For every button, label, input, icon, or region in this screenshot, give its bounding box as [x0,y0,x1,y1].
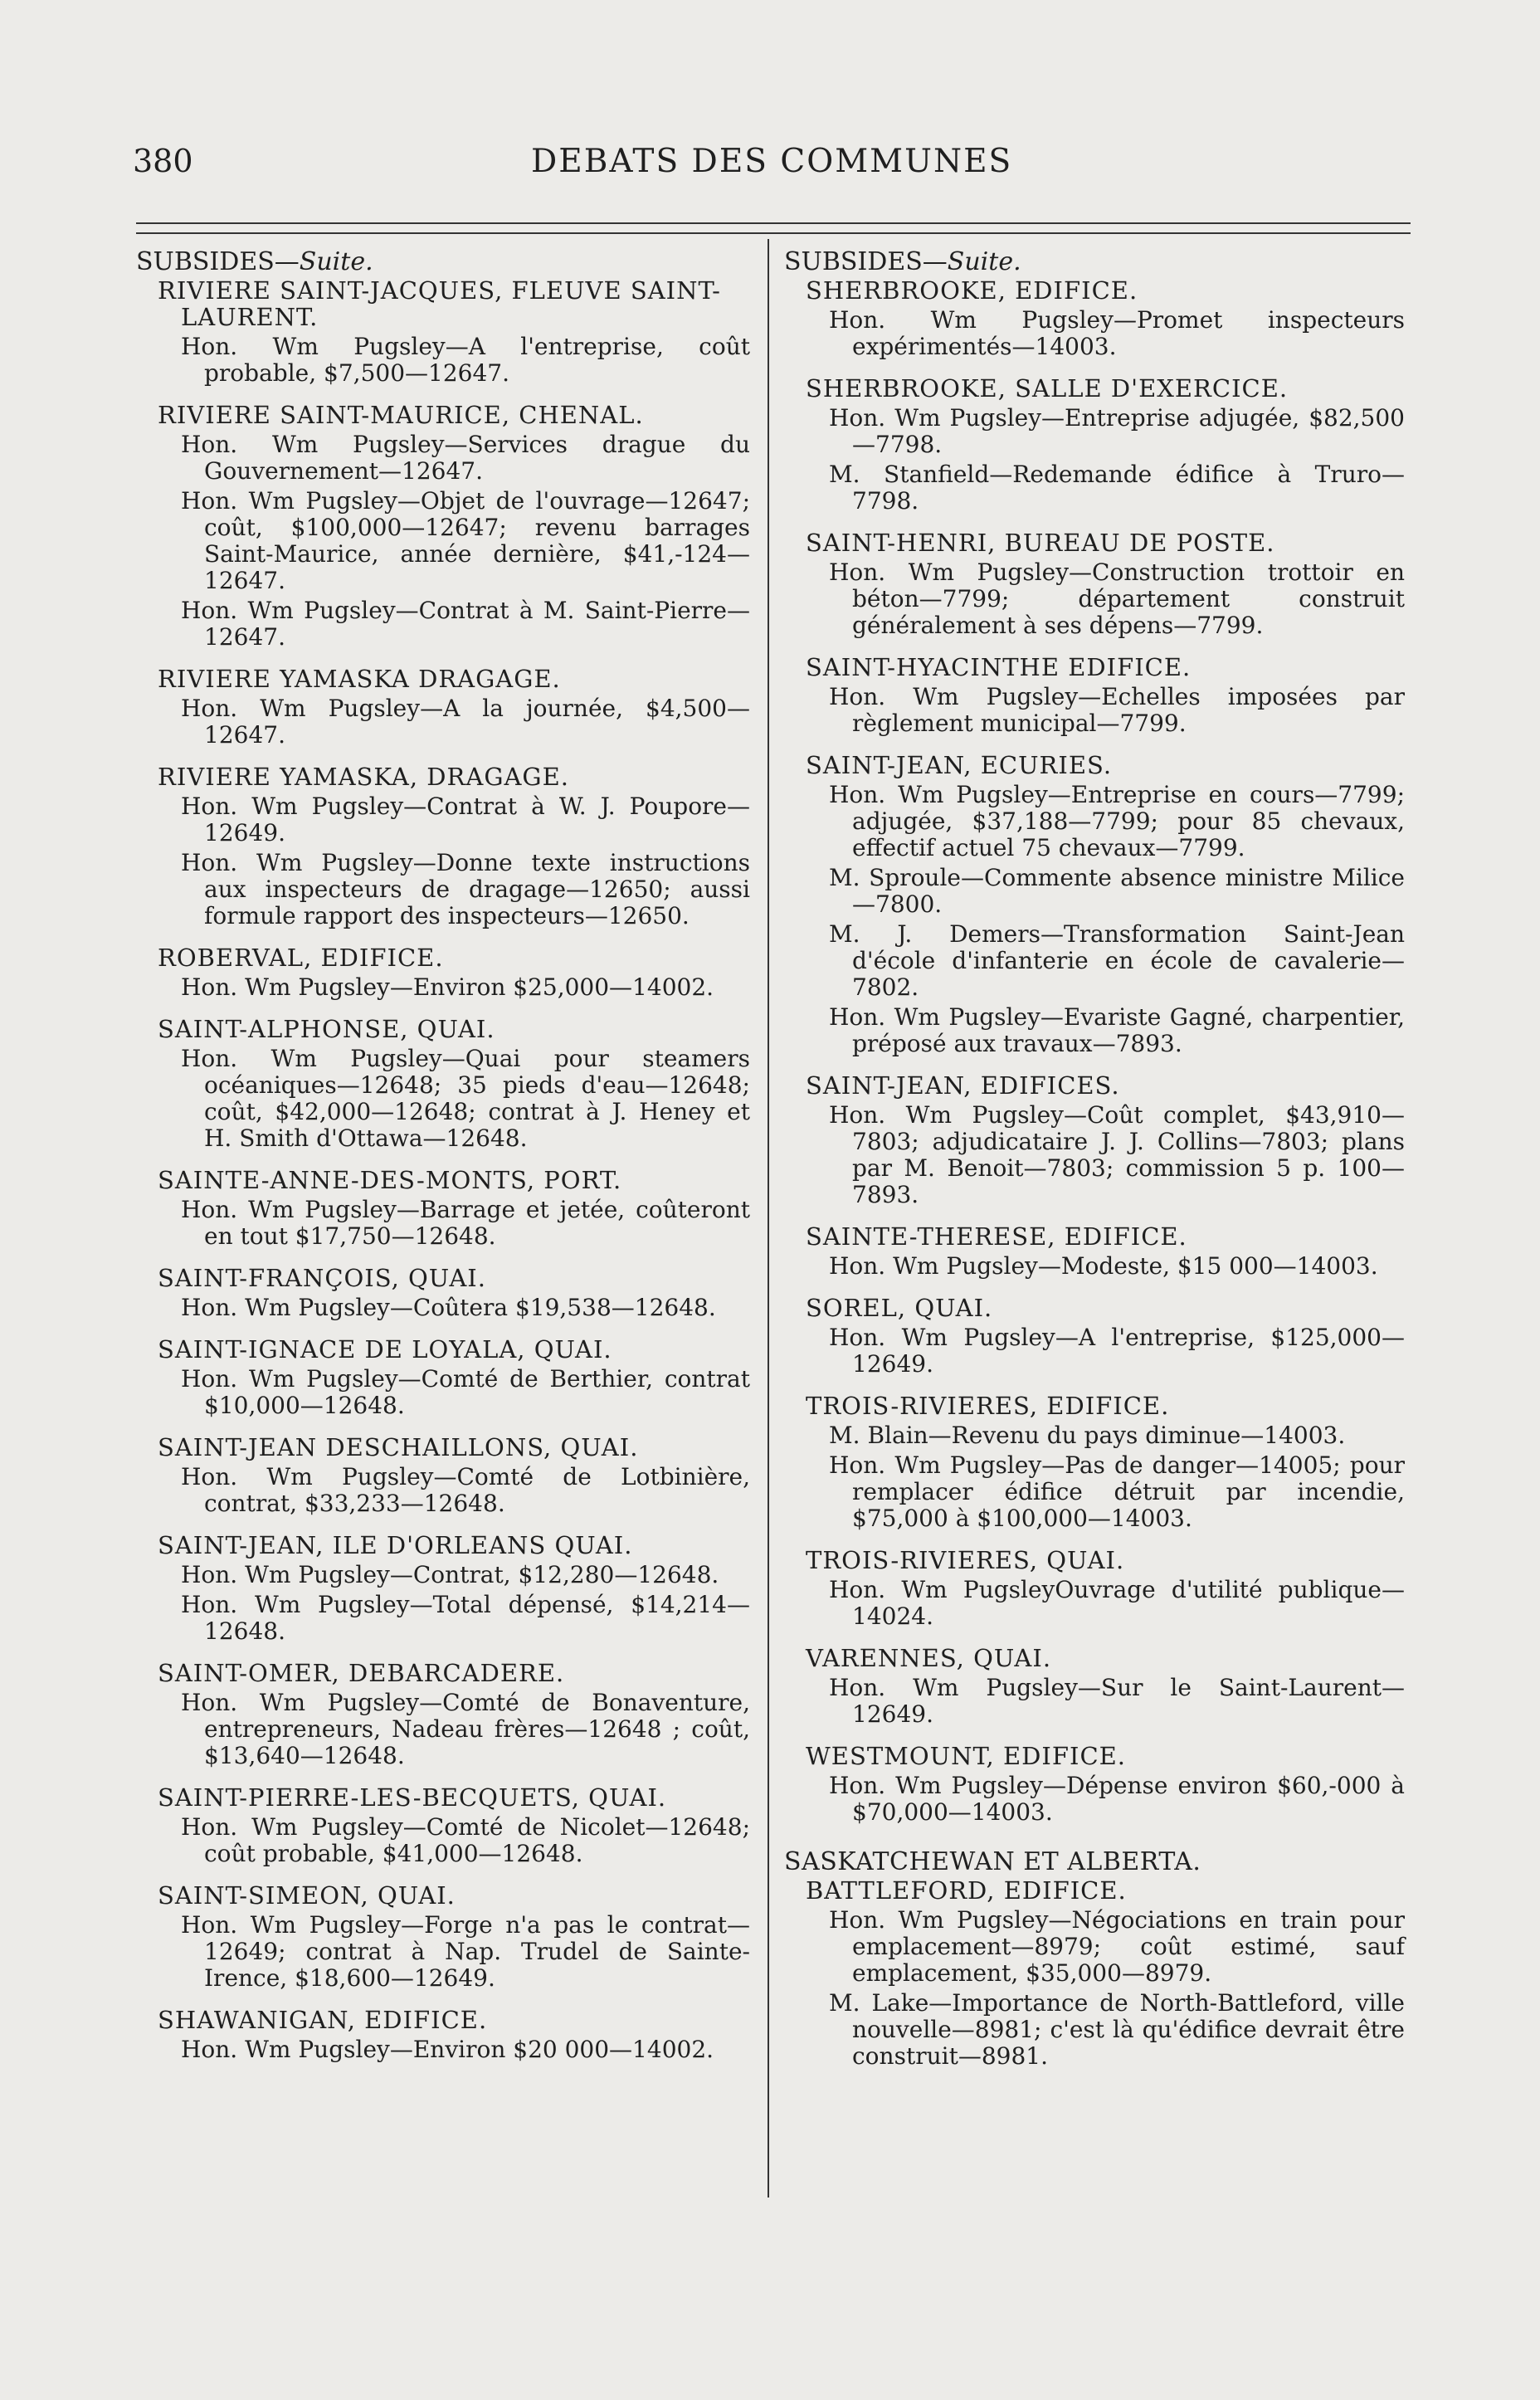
entry-line: Hon. Wm Pugsley—Dépense environ $60,-000 à $70,000—14003. [829,1772,1405,1826]
entry-title: SAINT-ALPHONSE, QUAI. [158,1015,495,1043]
entry-title: SHERBROOKE, EDIFICE. [806,276,1138,305]
entry-line: Hon. Wm Pugsley—Entreprise en cours—7799; adjugée, $37,188—7799; pour 85 chevaux, effectif actuel 75 chevaux—7799. [829,781,1405,861]
page-header [0,143,1540,193]
entry-line: Hon. Wm Pugsley—Evariste Gagné, charpentier, préposé aux travaux—7893. [829,1003,1405,1057]
entry-title: SAINT-HENRI, BUREAU DE POSTE. [806,529,1275,557]
index-entry [784,752,1405,1057]
index-entry [136,1434,750,1517]
entry-title: SAINT-JEAN, EDIFICES. [806,1071,1120,1100]
entry-title: SHERBROOKE, SALLE D'EXERCICE. [806,374,1289,402]
entry-line: M. Stanfield—Redemande édifice à Truro—7798. [829,461,1405,515]
page-number: 380 [133,143,193,179]
entry-title: TROIS-RIVIERES, EDIFICE. [806,1392,1170,1420]
entry-line: Hon. Wm Pugsley—Sur le Saint-Laurent—12649. [829,1674,1405,1728]
entry-line: Hon. Wm Pugsley—Construction trottoir en béton—7799; département construit généralement à ses dépens—7799. [829,559,1405,639]
entry-line: Hon. Wm Pugsley—Quai pour steamers océaniques—12648; 35 pieds d'eau—12648; coût, $42,000—12648; contrat à J. Heney et H. Smith d'Ottawa—12648. [181,1045,750,1152]
index-entry [136,1265,750,1321]
entry-line: Hon. Wm Pugsley—Comté de Nicolet—12648; coût probable, $41,000—12648. [181,1813,750,1867]
entry-title: BATTLEFORD, EDIFICE. [806,1876,1127,1905]
index-entry [136,1016,750,1152]
entry-title: SAINTE-ANNE-DES-MONTS, PORT. [158,1166,622,1194]
entry-line: Hon. Wm Pugsley—Modeste, $15 000—14003. [829,1252,1378,1280]
right-column [784,249,1405,2085]
entry-line: Hon. Wm Pugsley—Comté de Lotbinière, contrat, $33,233—12648. [181,1463,750,1517]
index-entry [136,1882,750,1992]
entry-line: Hon. Wm Pugsley—A l'entreprise, coût probable, $7,500—12647. [181,333,750,387]
index-entry [136,1660,750,1769]
suite-heading: SUBSIDES—Suite. [136,247,373,276]
entry-title: WESTMOUNT, EDIFICE. [806,1742,1127,1770]
entry-line: Hon. Wm Pugsley—Echelles imposées par règlement municipal—7799. [829,683,1405,737]
index-entry [784,1547,1405,1630]
entry-title: VARENNES, QUAI. [806,1644,1052,1672]
entry-line: Hon. Wm Pugsley—Barrage et jetée, coûteront en tout $17,750—12648. [181,1196,750,1250]
left-column [136,249,750,2078]
entry-title: SAINT-HYACINTHE EDIFICE. [806,653,1192,681]
index-entry [784,1295,1405,1378]
entry-title: SAINT-PIERRE-LES-BECQUETS, QUAI. [158,1783,667,1812]
entry-line: Hon. Wm Pugsley—Coûtera $19,538—12648. [181,1294,716,1321]
index-entry [136,763,750,929]
entry-title: TROIS-RIVIERES, QUAI. [806,1546,1125,1574]
entry-line: Hon. Wm Pugsley—A la journée, $4,500—12647. [181,695,750,749]
right-section-entries [784,1877,1405,2070]
entry-line: Hon. Wm Pugsley—Contrat à M. Saint-Pierre—12647. [181,597,750,651]
entry-title: ROBERVAL, EDIFICE. [158,944,444,972]
entry-line: Hon. Wm Pugsley—Coût complet, $43,910—7803; adjudicataire J. J. Collins—7803; plans par M. Benoit—7803; commission 5 p. 100—7893. [829,1101,1405,1208]
entry-line: Hon. Wm Pugsley—Entreprise adjugée, $82,500—7798. [829,404,1405,458]
entry-title: SAINT-JEAN DESCHAILLONS, QUAI. [158,1433,639,1461]
entry-title: SAINT-FRANÇOIS, QUAI. [158,1264,486,1292]
entry-line: Hon. Wm Pugsley—Services drague du Gouvernement—12647. [181,431,750,485]
entry-line: Hon. Wm Pugsley—A l'entreprise, $125,000—12649. [829,1324,1405,1378]
index-entry [784,1877,1405,2070]
left-entries [136,277,750,2063]
entry-title: SAINT-JEAN, ILE D'ORLEANS QUAI. [158,1531,633,1559]
entry-line: Hon. Wm Pugsley—Comté de Bonaventure, entrepreneurs, Nadeau frères—12648 ; coût, $13,640—12648. [181,1689,750,1769]
entry-line: Hon. Wm Pugsley—Donne texte instructions aux inspecteurs de dragage—12650; aussi formule rapport des inspecteurs—12650. [181,849,750,929]
entry-title: SAINT-JEAN, ECURIES. [806,751,1113,779]
entry-line: M. Sproule—Commente absence ministre Milice—7800. [829,864,1405,918]
running-title: DEBATS DES COMMUNES [531,143,1013,180]
entry-title: RIVIERE SAINT-MAURICE, CHENAL. [158,401,644,429]
entry-line: Hon. Wm Pugsley—Contrat, $12,280—12648. [181,1561,719,1588]
entry-line: Hon. Wm PugsleyOuvrage d'utilité publique—14024. [829,1576,1405,1630]
index-entry [784,529,1405,639]
column-divider [768,239,769,2198]
index-entry [784,1223,1405,1280]
index-entry [136,944,750,1001]
entry-line: M. J. Demers—Transformation Saint-Jean d'école d'infanterie en école de cavalerie—7802. [829,920,1405,1001]
index-entry [136,2007,750,2063]
index-entry [784,1743,1405,1826]
entry-line: Hon. Wm Pugsley—Contrat à W. J. Poupore—12649. [181,793,750,846]
index-entry [136,1336,750,1419]
entry-title: SAINTE-THERESE, EDIFICE. [806,1222,1187,1251]
header-rule-top [136,222,1411,224]
entry-line: Hon. Wm Pugsley—Promet inspecteurs expérimentés—14003. [829,306,1405,360]
index-entry [784,654,1405,737]
entry-title: RIVIERE SAINT-JACQUES, FLEUVE SAINT-LAURENT. [158,276,721,331]
section-heading: SASKATCHEWAN ET ALBERTA. [784,1847,1201,1876]
index-entry [136,1532,750,1645]
index-entry [136,1784,750,1867]
header-rule-bottom [136,232,1411,234]
entry-title: SAINT-SIMEON, QUAI. [158,1881,456,1910]
entry-line: Hon. Wm Pugsley—Comté de Berthier, contrat $10,000—12648. [181,1365,750,1419]
index-entry [784,1393,1405,1532]
entry-line: M. Blain—Revenu du pays diminue—14003. [829,1422,1346,1449]
index-entry [136,402,750,651]
entry-title: RIVIERE YAMASKA, DRAGAGE. [158,763,569,791]
entry-line: Hon. Wm Pugsley—Forge n'a pas le contrat—12649; contrat à Nap. Trudel de Sainte-Irence, $18,600—12649. [181,1911,750,1992]
index-entry [136,1167,750,1250]
entry-title: RIVIERE YAMASKA DRAGAGE. [158,665,561,693]
entry-line: Hon. Wm Pugsley—Pas de danger—14005; pour remplacer édifice détruit par incendie, $75,000 à $100,000—14003. [829,1451,1405,1532]
entry-line: Hon. Wm Pugsley—Environ $25,000—14002. [181,973,714,1001]
entry-title: SAINT-OMER, DEBARCADERE. [158,1659,565,1687]
index-entry [784,1645,1405,1728]
entry-line: Hon. Wm Pugsley—Total dépensé, $14,214—12648. [181,1591,750,1645]
entry-line: Hon. Wm Pugsley—Négociations en train pour emplacement—8979; coût estimé, sauf emplacement, $35,000—8979. [829,1906,1405,1987]
index-entry [784,375,1405,515]
index-entry [136,277,750,387]
suite-heading: SUBSIDES—Suite. [784,247,1021,276]
right-entries [784,277,1405,1826]
entry-title: SAINT-IGNACE DE LOYALA, QUAI. [158,1335,612,1363]
index-entry [784,1072,1405,1208]
entry-line: Hon. Wm Pugsley—Environ $20 000—14002. [181,2036,714,2063]
entry-title: SOREL, QUAI. [806,1294,993,1322]
entry-title: SHAWANIGAN, EDIFICE. [158,2006,488,2034]
entry-line: M. Lake—Importance de North-Battleford, ville nouvelle—8981; c'est là qu'édifice devrait être construit—8981. [829,1989,1405,2070]
index-entry [136,666,750,749]
entry-line: Hon. Wm Pugsley—Objet de l'ouvrage—12647; coût, $100,000—12647; revenu barrages Saint-Maurice, année dernière, $41,-124—12647. [181,487,750,594]
index-entry [784,277,1405,360]
